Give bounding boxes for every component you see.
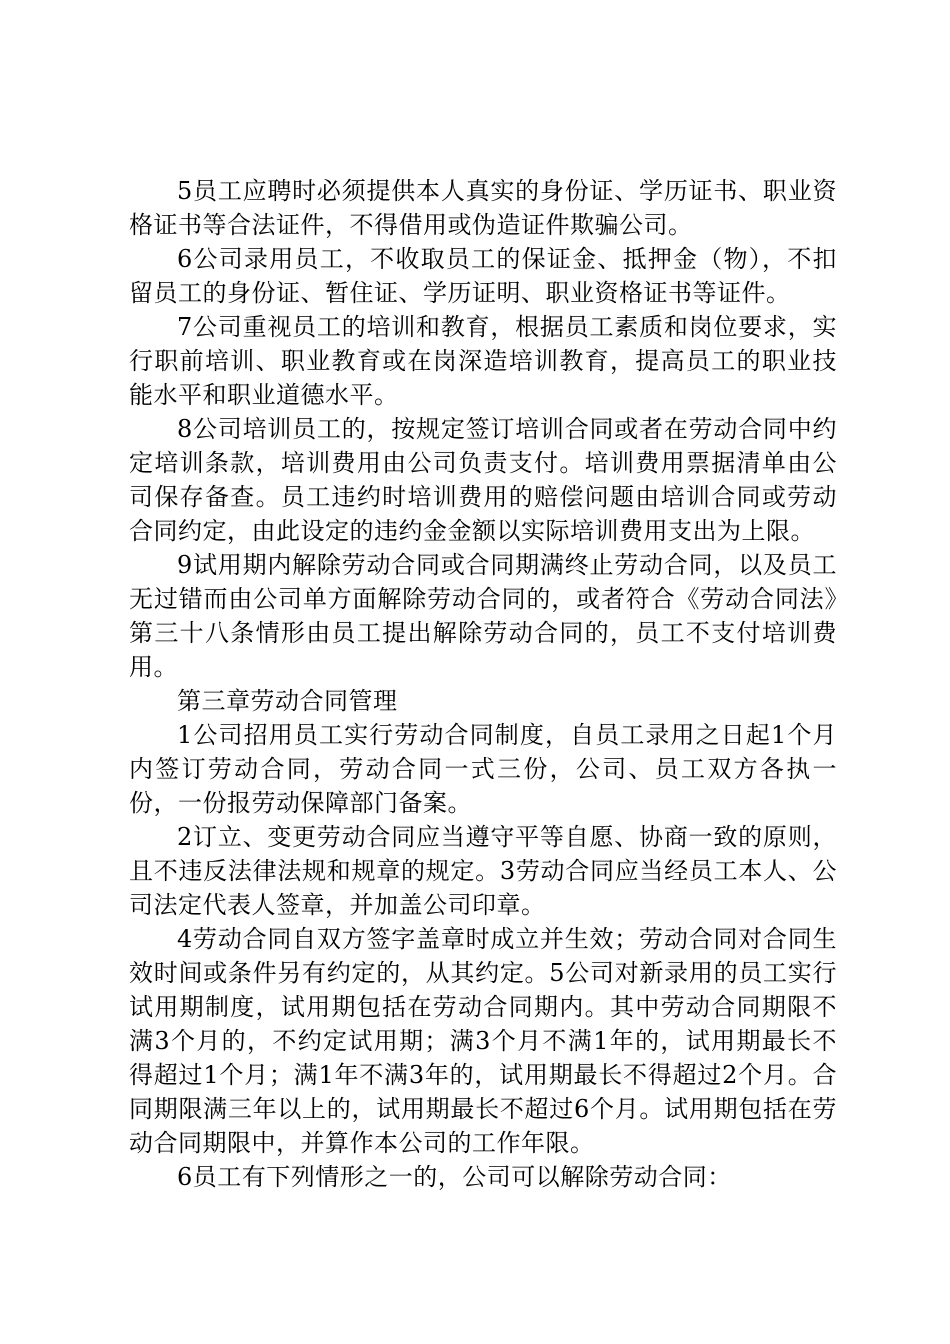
chapter-paragraph-4: 4劳动合同自双方签字盖章时成立并生效；劳动合同对合同生效时间或条件另有约定的，从其约定。5公司对新录用的员工实行试用期制度，试用期包括在劳动合同期内。其中劳动合同期限不满3个月的，不约定试用期；满3个月不满1年的，试用期最长不得超过1个月；满1年不满3年的，试用期最长不得超过2个月。合同期限满三年以上的，试用期最长不超过6个月。试用期包括在劳动合同期限中，并算作本公司的工作年限。 [129, 925, 837, 1157]
paragraph-item-7: 7公司重视员工的培训和教育，根据员工素质和岗位要求，实行职前培训、职业教育或在岗深造培训教育，提高员工的职业技能水平和职业道德水平。 [129, 313, 837, 409]
document-body [129, 174, 837, 1194]
paragraph-item-8: 8公司培训员工的，按规定签订培训合同或者在劳动合同中约定培训条款，培训费用由公司负责支付。培训费用票据清单由公司保存备查。员工违约时培训费用的赔偿问题由培训合同或劳动合同约定，由此设定的违约金金额以实际培训费用支出为上限。 [129, 415, 837, 545]
chapter-paragraph-2: 2订立、变更劳动合同应当遵守平等自愿、协商一致的原则，且不违反法律法规和规章的规定。3劳动合同应当经员工本人、公司法定代表人签章，并加盖公司印章。 [129, 823, 837, 919]
chapter-paragraph-1: 1公司招用员工实行劳动合同制度，自员工录用之日起1个月内签订劳动合同，劳动合同一式三份，公司、员工双方各执一份，一份报劳动保障部门备案。 [129, 721, 837, 817]
paragraph-item-9: 9试用期内解除劳动合同或合同期满终止劳动合同，以及员工无过错而由公司单方面解除劳动合同的，或者符合《劳动合同法》第三十八条情形由员工提出解除劳动合同的，员工不支付培训费用。 [129, 551, 837, 681]
chapter-paragraph-6: 6员工有下列情形之一的，公司可以解除劳动合同： [177, 1163, 732, 1191]
paragraph-item-6: 6公司录用员工，不收取员工的保证金、抵押金（物），不扣留员工的身份证、暂住证、学历证明、职业资格证书等证件。 [129, 245, 837, 307]
chapter-heading: 第三章劳动合同管理 [177, 687, 398, 715]
paragraph-item-5: 5员工应聘时必须提供本人真实的身份证、学历证书、职业资格证书等合法证件，不得借用或伪造证件欺骗公司。 [129, 177, 837, 239]
